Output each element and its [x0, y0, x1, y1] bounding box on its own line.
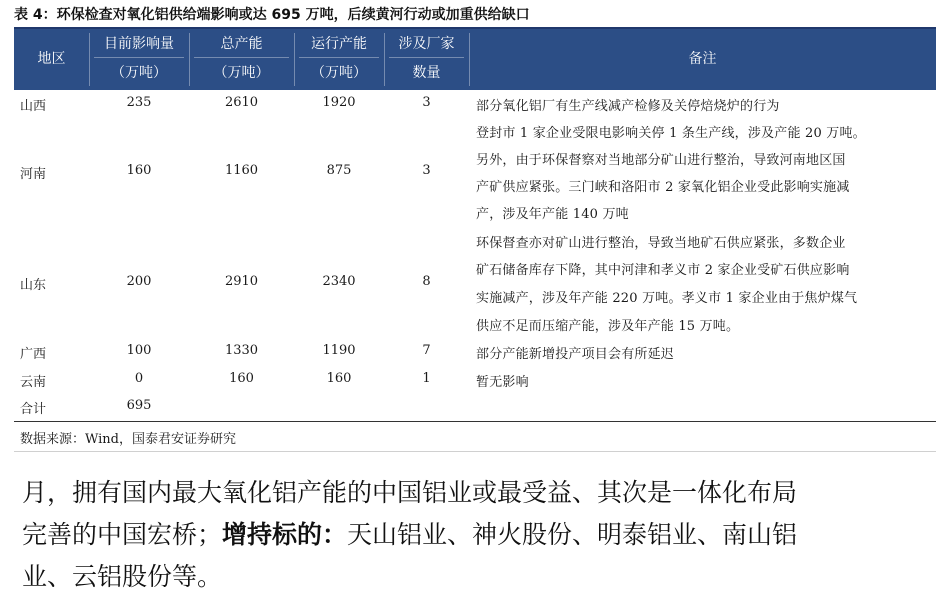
cell-note-line: 部分产能新增投产项目会有所延迟 [476, 347, 675, 362]
total-label: 合计 [20, 402, 47, 417]
table-header [14, 29, 936, 90]
source-note: 数据来源：Wind，国泰君安证券研究 [20, 432, 236, 447]
cell-region: 山东 [20, 278, 47, 293]
total-value: 695 [126, 398, 152, 413]
cell-plants: 8 [422, 274, 431, 289]
table-caption: 表 4：环保检查对氧化铝供给端影响或达 695 万吨，后续黄河行动或加重供给缺口 [14, 7, 530, 23]
table-bottom-rule [14, 421, 936, 422]
cell-current-impact: 235 [126, 95, 152, 110]
cell-running-capacity: 2340 [322, 274, 356, 289]
cell-note-line: 产矿供应紧张。三门峡和洛阳市 2 家氧化铝企业受此影响实施减 [476, 180, 850, 195]
body-paragraph-line [22, 514, 797, 556]
cell-total-capacity: 1330 [224, 343, 259, 358]
cell-current-impact: 160 [126, 163, 152, 178]
cell-plants: 3 [422, 163, 431, 178]
cell-plants: 3 [422, 95, 431, 110]
paragraph-text: 完善的中国宏桥； [22, 520, 223, 549]
cell-note-line: 部分氧化铝厂有生产线减产检修及关停焙烧炉的行为 [476, 99, 780, 114]
section-divider [14, 451, 936, 452]
cell-current-impact: 100 [126, 343, 152, 358]
table-body [14, 90, 936, 420]
cell-note-line: 实施减产，涉及年产能 220 万吨。孝义市 1 家企业由于焦炉煤气 [476, 291, 858, 306]
cell-note-line: 环保督查亦对矿山进行整治，导致当地矿石供应紧张，多数企业 [476, 236, 846, 251]
cell-running-capacity: 1920 [322, 95, 356, 110]
cell-note-line: 产，涉及年产能 140 万吨 [476, 207, 629, 222]
cell-region: 河南 [20, 167, 47, 182]
cell-note-line: 登封市 1 家企业受限电影响关停 1 条生产线，涉及产能 20 万吨。 [476, 126, 866, 141]
cell-region: 云南 [20, 375, 47, 390]
body-paragraph-line: 业、云铝股份等。 [22, 562, 223, 591]
cell-total-capacity: 160 [229, 371, 254, 386]
header-total-capacity: 总产能 （万吨） [213, 36, 270, 81]
body-paragraph-line: 月，拥有国内最大氧化铝产能的中国铝业或最受益、其次是一体化布局 [22, 478, 798, 507]
cell-running-capacity: 160 [326, 371, 352, 386]
cell-region: 广西 [20, 347, 47, 362]
header-running-capacity: 运行产能 （万吨） [311, 36, 367, 81]
cell-current-impact: 200 [126, 274, 152, 289]
cell-total-capacity: 2610 [224, 95, 259, 110]
cell-note-line: 暂无影响 [476, 375, 529, 390]
cell-note-line: 矿石储备库存下降，其中河津和孝义市 2 家企业受矿石供应影响 [476, 263, 850, 278]
recommendation-label: 增持标的： [222, 520, 348, 549]
cell-region: 山西 [20, 99, 47, 114]
header-current-impact: 目前影响量 （万吨） [104, 36, 174, 81]
header-notes: 备注 [688, 51, 717, 67]
cell-note-line: 另外，由于环保督察对当地部分矿山进行整治，导致河南地区国 [476, 153, 846, 168]
paragraph-text: 天山铝业、神火股份、明泰铝业、南山铝 [347, 520, 798, 549]
cell-running-capacity: 875 [326, 163, 352, 178]
cell-current-impact: 0 [134, 371, 144, 386]
cell-total-capacity: 1160 [224, 163, 259, 178]
header-plants: 涉及厂家 数量 [398, 36, 455, 81]
cell-total-capacity: 2910 [224, 274, 259, 289]
cell-running-capacity: 1190 [322, 343, 356, 358]
cell-note-line: 供应不足而压缩产能，涉及年产能 15 万吨。 [476, 319, 740, 334]
cell-plants: 1 [422, 371, 431, 386]
header-region: 地区 [37, 51, 66, 67]
cell-plants: 7 [422, 343, 431, 358]
